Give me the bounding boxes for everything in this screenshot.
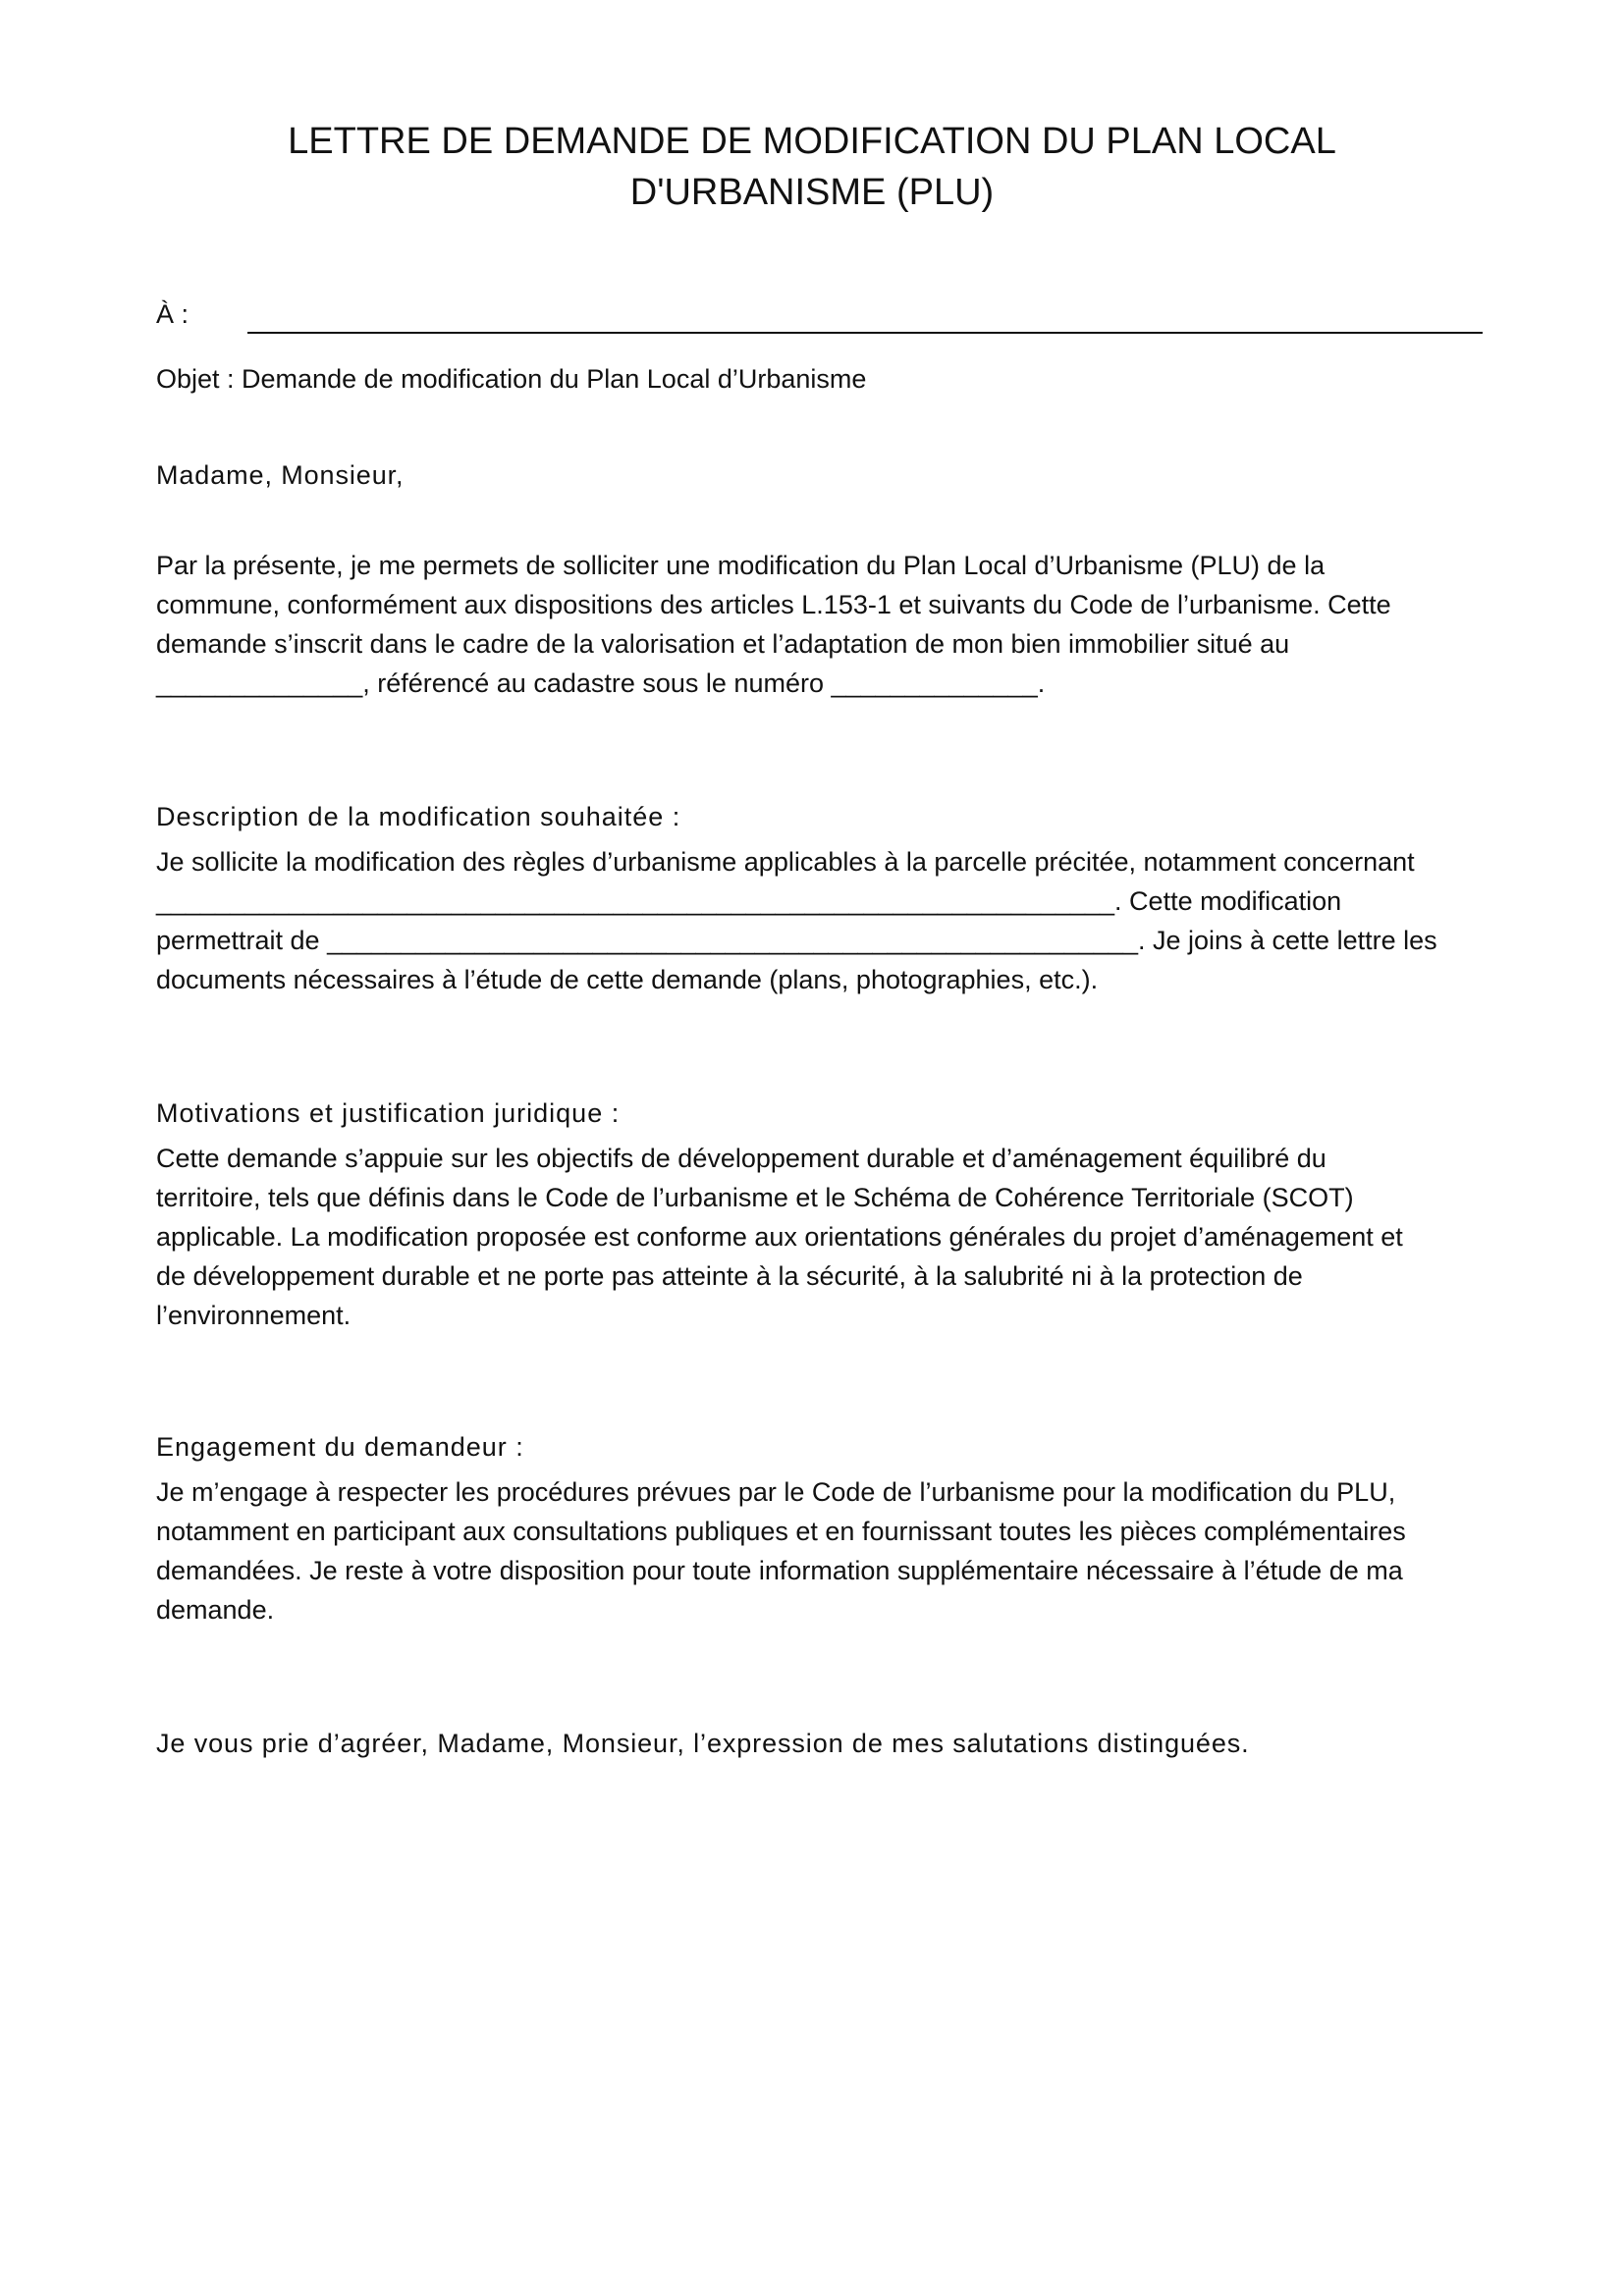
paragraph-line: documents nécessaires à l’étude de cette demande (plans, photographies, etc.). [156, 965, 1099, 994]
description-heading: Description de la modification souhaitée : [156, 802, 681, 831]
paragraph-line: demande. [156, 1595, 275, 1625]
subject-line: Objet : Demande de modification du Plan Local d’Urbanisme [156, 364, 867, 394]
recipient-blank-line [247, 332, 1483, 334]
title-line-1: LETTRE DE DEMANDE DE MODIFICATION DU PLAN LOCAL [288, 121, 1336, 162]
paragraph-line: demande s’inscrit dans le cadre de la valorisation et l’adaptation de mon bien immobilier situé au [156, 629, 1290, 659]
closing-formula: Je vous prie d’agréer, Madame, Monsieur, l’expression de mes salutations distinguées. [156, 1729, 1250, 1758]
paragraph-line: demandées. Je reste à votre disposition pour toute information supplémentaire nécessaire à l’étude de ma [156, 1556, 1403, 1585]
salutation: Madame, Monsieur, [156, 460, 405, 490]
description-paragraph [156, 842, 1491, 999]
intro-paragraph [156, 546, 1491, 703]
paragraph-line: ______________, référencé au cadastre sous le numéro ______________. [156, 668, 1046, 698]
paragraph-line: permettrait de _______________________________________________________. Je joins à cette lettre les [156, 926, 1437, 955]
paragraph-line: Je sollicite la modification des règles d’urbanisme applicables à la parcelle précitée, notamment concernant [156, 847, 1415, 877]
paragraph-line: de développement durable et ne porte pas atteinte à la sécurité, à la salubrité ni à la protection de [156, 1261, 1303, 1291]
motivations-paragraph [156, 1139, 1491, 1335]
paragraph-line: _________________________________________________________________. Cette modification [156, 886, 1342, 916]
paragraph-line: applicable. La modification proposée est conforme aux orientations générales du projet d’aménagement et [156, 1222, 1403, 1252]
engagement-paragraph [156, 1472, 1491, 1629]
engagement-heading: Engagement du demandeur : [156, 1432, 524, 1462]
paragraph-line: territoire, tels que définis dans le Code de l’urbanisme et le Schéma de Cohérence Territoriale (SCOT) [156, 1183, 1354, 1212]
motivations-heading: Motivations et justification juridique : [156, 1098, 621, 1128]
paragraph-line: l’environnement. [156, 1301, 352, 1330]
paragraph-line: Par la présente, je me permets de solliciter une modification du Plan Local d’Urbanisme (PLU) de la [156, 551, 1326, 580]
paragraph-line: Cette demande s’appuie sur les objectifs de développement durable et d’aménagement équilibré du [156, 1144, 1326, 1173]
recipient-label: À : [156, 299, 189, 329]
title-line-2: D'URBANISME (PLU) [629, 172, 995, 213]
paragraph-line: commune, conformément aux dispositions des articles L.153-1 et suivants du Code de l’urbanisme. Cette [156, 590, 1391, 619]
paragraph-line: notamment en participant aux consultations publiques et en fournissant toutes les pièces complémentaires [156, 1517, 1406, 1546]
paragraph-line: Je m’engage à respecter les procédures prévues par le Code de l’urbanisme pour la modification du PLU, [156, 1477, 1396, 1507]
recipient-row [156, 296, 1483, 336]
document-title [196, 116, 1428, 218]
